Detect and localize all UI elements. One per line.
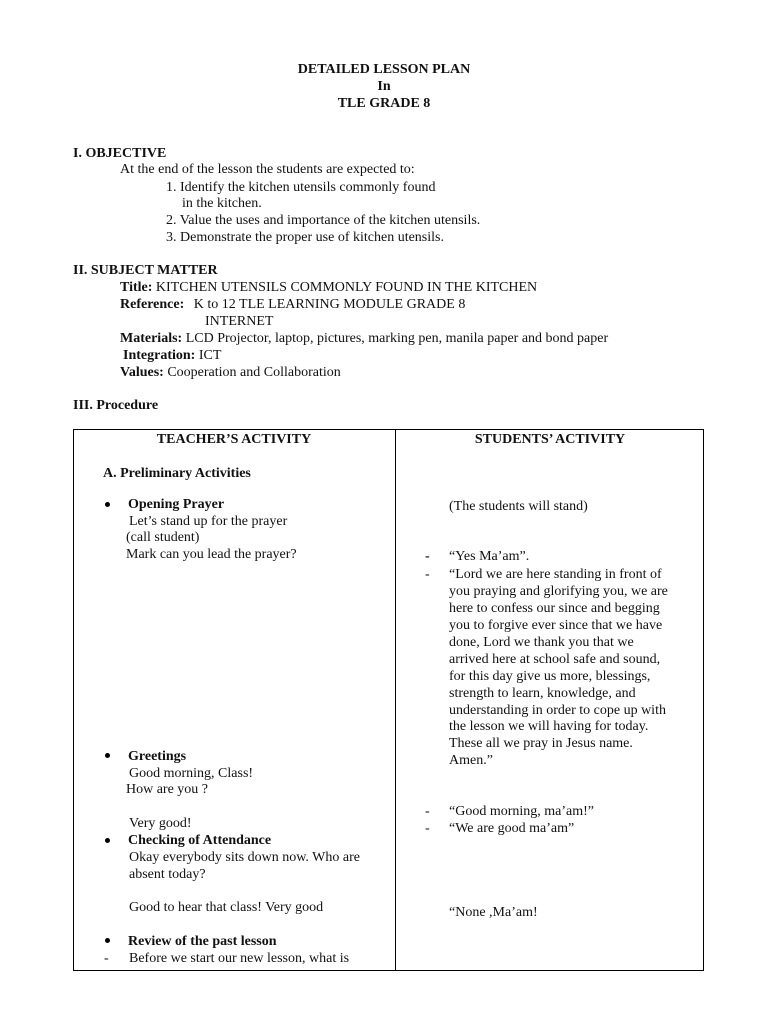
teacher-greet-line-2: How are you ? [126,782,209,797]
dash-icon: - [425,821,430,836]
title-label: Title: [120,280,153,295]
student-prayer-line-7: for this day give us more, blessings, [449,669,651,684]
student-good-morning: “Good morning, ma’am!” [449,804,595,819]
bullet-icon [105,838,110,843]
doc-title: DETAILED LESSON PLAN [297,62,471,77]
objective-item-1-cont: in the kitchen. [182,196,262,211]
reference-label: Reference: [120,297,185,312]
teacher-review-line-1: Before we start our new lesson, what is [129,951,350,966]
student-prayer-line-5: done, Lord we thank you that we [449,635,634,650]
values-label: Values: [120,365,164,380]
title-value: KITCHEN UTENSILS COMMONLY FOUND IN THE KITCHEN [155,280,538,295]
student-prayer-line-10: the lesson we will having for today. [449,719,649,734]
student-prayer-line-4: you to forgive ever since that we have [449,618,663,633]
objective-item-3: 3. Demonstrate the proper use of kitchen utensils. [166,230,444,245]
student-prayer-line-9: understanding in order to cope up with [449,703,666,718]
teacher-greet-line-3: Very good! [129,816,192,831]
objective-item-1: 1. Identify the kitchen utensils commonly found [166,180,436,195]
teacher-att-line-1: Okay everybody sits down now. Who are [129,850,360,865]
teacher-att-line-2: absent today? [129,867,206,882]
bullet-icon [105,938,110,943]
subject-title-row [120,279,537,296]
student-prayer-line-2: you praying and glorifying you, we are [449,584,668,599]
materials-label: Materials: [120,331,183,346]
student-prayer-line-6: arrived here at school safe and sound, [449,652,661,667]
subject-integration-row [123,347,221,364]
student-none: “None ,Ma’am! [449,905,538,920]
materials-value: LCD Projector, laptop, pictures, marking pen, manila paper and bond paper [185,331,609,346]
dash-icon: - [425,567,430,582]
values-value: Cooperation and Collaboration [167,365,341,380]
teacher-prayer-line-1: Let’s stand up for the prayer [129,514,288,529]
bullet-icon [105,502,110,507]
student-stand: (The students will stand) [449,499,588,514]
preliminary-activities: A. Preliminary Activities [103,466,251,481]
integration-value: ICT [198,348,222,363]
attendance-label: Checking of Attendance [128,833,272,848]
student-activity-header: STUDENTS’ ACTIVITY [474,432,626,447]
opening-prayer-label: Opening Prayer [128,497,225,512]
review-label: Review of the past lesson [128,934,277,949]
teacher-prayer-line-3: Mark can you lead the prayer? [126,547,297,562]
teacher-greet-line-1: Good morning, Class! [129,766,254,781]
student-prayer-line-8: strength to learn, knowledge, and [449,686,636,701]
subject-heading: II. SUBJECT MATTER [73,263,218,278]
greetings-label: Greetings [128,749,187,764]
student-yes: “Yes Ma’am”. [449,549,530,564]
dash-icon: - [425,549,430,564]
objective-intro: At the end of the lesson the students are expected to: [120,162,415,177]
doc-grade: TLE GRADE 8 [337,96,431,111]
objective-heading: I. OBJECTIVE [73,146,167,161]
dash-icon: - [425,804,430,819]
reference-value-1: K to 12 TLE LEARNING MODULE GRADE 8 [193,297,466,312]
dash-icon: - [104,951,109,966]
objective-item-2: 2. Value the uses and importance of the kitchen utensils. [166,213,481,228]
student-prayer-line-11: These all we pray in Jesus name. [449,736,633,751]
student-we-are-good: “We are good ma’am” [449,821,575,836]
doc-subtitle-in: In [377,79,391,94]
procedure-heading: III. Procedure [73,398,159,413]
teacher-prayer-line-2: (call student) [126,530,200,545]
subject-values-row [120,364,341,381]
reference-value-2: INTERNET [205,314,274,329]
student-prayer-line-3: here to confess our since and begging [449,601,660,616]
table-divider [395,429,396,971]
subject-materials-row [120,330,608,347]
teacher-att-line-3: Good to hear that class! Very good [129,900,324,915]
bullet-icon [105,753,110,758]
teacher-activity-header: TEACHER’S ACTIVITY [156,432,312,447]
integration-label: Integration: [123,348,196,363]
student-prayer-line-1: “Lord we are here standing in front of [449,567,662,582]
subject-reference-row [120,296,465,313]
student-prayer-line-12: Amen.” [449,753,493,768]
